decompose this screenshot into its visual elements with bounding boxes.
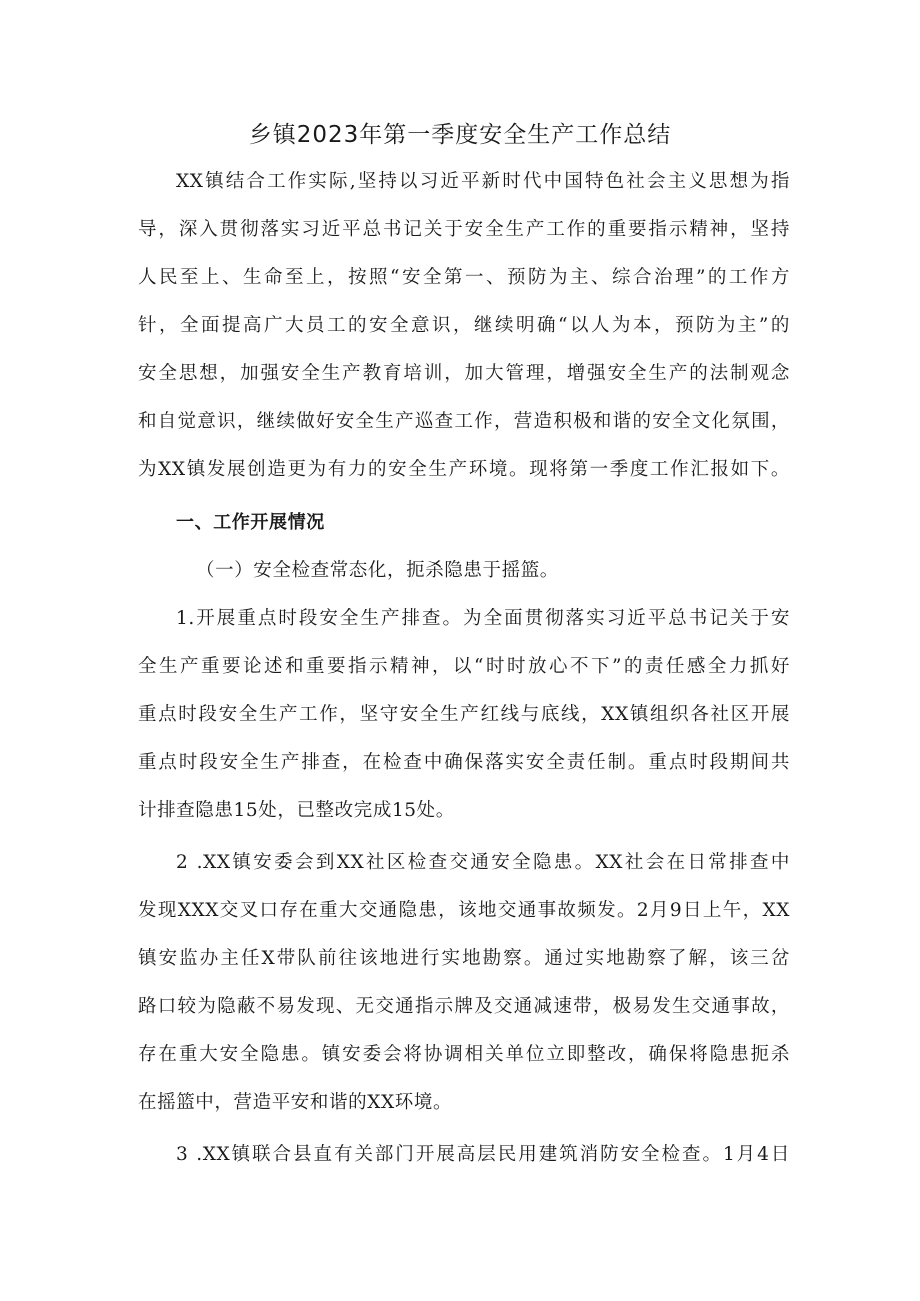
intro-line: 人民至上、生命至上，按照“安全第一、预防为主、综合治理”的工作方 xyxy=(138,267,790,288)
intro-line: 为XX镇发展创造更为有力的安全生产环境。现将第一季度工作汇报如下。 xyxy=(138,459,790,480)
item1-line: 全生产重要论述和重要指示精神，以“时时放心不下”的责任感全力抓好 xyxy=(138,656,790,677)
item1-line: 重点时段安全生产排查，在检查中确保落实安全责任制。重点时段期间共 xyxy=(138,752,790,773)
item2-line: 在摇篮中，营造平安和谐的XX环境。 xyxy=(138,1092,453,1113)
item1-line: 计排查隐患15处，已整改完成15处。 xyxy=(138,800,455,821)
item2-line: 存在重大安全隐患。镇安委会将协调相关单位立即整改，确保将隐患扼杀 xyxy=(138,1044,790,1065)
intro-line: 安全思想，加强安全生产教育培训，加大管理，增强安全生产的法制观念 xyxy=(138,363,790,384)
item1-line: 重点时段安全生产工作，坚守安全生产红线与底线，XX镇组织各社区开展 xyxy=(138,704,790,725)
item3-line: 3 .XX镇联合县直有关部门开展高层民用建筑消防安全检查。1月4日 xyxy=(176,1144,790,1165)
intro-line: 导，深入贯彻落实习近平总书记关于安全生产工作的重要指示精神，坚持 xyxy=(138,219,790,240)
item2-line: 2 .XX镇安委会到XX社区检查交通安全隐患。XX社会在日常排查中 xyxy=(176,852,790,873)
item2-line: 发现XXX交叉口存在重大交通隐患，该地交通事故频发。2月9日上午，XX xyxy=(138,900,790,921)
item1-line: 1.开展重点时段安全生产排查。为全面贯彻落实习近平总书记关于安 xyxy=(176,608,790,629)
section-heading: 一、工作开展情况 xyxy=(176,512,325,533)
subsection-heading: （一）安全检查常态化，扼杀隐患于摇篮。 xyxy=(196,560,559,581)
intro-line: 针，全面提高广大员工的安全意识，继续明确“以人为本，预防为主”的 xyxy=(138,315,790,336)
item2-line: 路口较为隐蔽不易发现、无交通指示牌及交通减速带，极易发生交通事故， xyxy=(138,996,790,1017)
intro-line: XX镇结合工作实际,坚持以习近平新时代中国特色社会主义思想为指 xyxy=(176,171,790,192)
item2-line: 镇安监办主任X带队前往该地进行实地勘察。通过实地勘察了解，该三岔 xyxy=(138,948,790,969)
intro-line: 和自觉意识，继续做好安全生产巡查工作，营造积极和谐的安全文化氛围， xyxy=(138,411,790,432)
document-title: 乡镇2023年第一季度安全生产工作总结 xyxy=(248,122,672,148)
